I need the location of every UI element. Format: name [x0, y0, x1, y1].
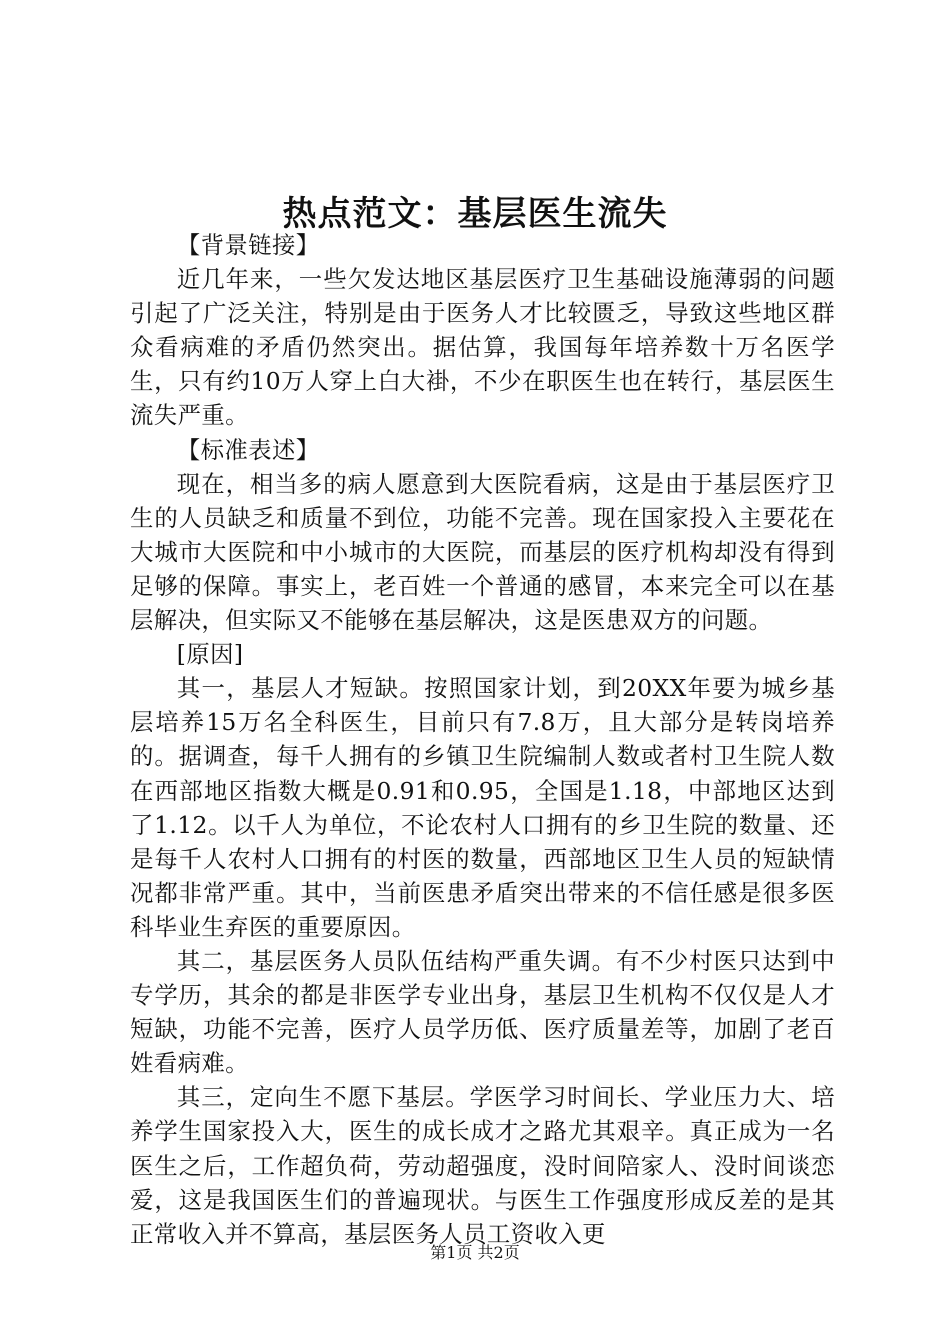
paragraph-standard-statement: 现在，相当多的病人愿意到大医院看病，这是由于基层医疗卫生的人员缺乏和质量不到位，功能不完善。现在国家投入主要花在大城市大医院和中小城市的大医院，而基层的医疗机构却没有得到足够的保障。事实上，老百姓一个普通的感冒，本来完全可以在基层解决，但实际又不能够在基层解决，这是医患双方的问题。: [130, 469, 835, 635]
paragraph-background: 近几年来，一些欠发达地区基层医疗卫生基础设施薄弱的问题引起了广泛关注，特别是由于医务人才比较匮乏，导致这些地区群众看病难的矛盾仍然突出。据估算，我国每年培养数十万名医学生，只有约10万人穿上白大褂，不少在职医生也在转行，基层医生流失严重。: [130, 265, 835, 430]
paragraph-reason-3: 其三，定向生不愿下基层。学医学习时间长、学业压力大、培养学生国家投入大，医生的成长成才之路尤其艰辛。真正成为一名医生之后，工作超负荷，劳动超强度，没时间陪家人、没时间谈恋爱，这是我国医生们的普遍现状。与医生工作强度形成反差的是其正常收入并不算高，基层医务人员工资收入更: [130, 1083, 835, 1248]
document-title: 热点范文：基层医生流失: [282, 194, 668, 234]
page-footer: 第1页 共2页: [430, 1243, 520, 1262]
paragraph-reason-1: 其一，基层人才短缺。按照国家计划，到20XX年要为城乡基层培养15万名全科医生，目前只有7.8万，且大部分是转岗培养的。据调查，每千人拥有的乡镇卫生院编制人数或者村卫生院人数在西部地区指数大概是0.91和0.95，全国是1.18，中部地区达到了1.12。以千人为单位，不论农村人口拥有的乡卫生院的数量、还是每千人农村人口拥有的村医的数量，西部地区卫生人员的短缺情况都非常严重。其中，当前医患矛盾突出带来的不信任感是很多医科毕业生弃医的重要原因。: [130, 674, 835, 941]
heading-standard-statement: 【标准表述】: [176, 435, 320, 464]
heading-reasons: [原因]: [176, 640, 244, 669]
document-body: [130, 228, 835, 1251]
heading-background: 【背景链接】: [176, 231, 320, 259]
paragraph-reason-2: 其二，基层医务人员队伍结构严重失调。有不少村医只达到中专学历，其余的都是非医学专业出身，基层卫生机构不仅仅是人才短缺，功能不完善，医疗人员学历低、医疗质量差等，加剧了老百姓看病难。: [130, 946, 835, 1078]
